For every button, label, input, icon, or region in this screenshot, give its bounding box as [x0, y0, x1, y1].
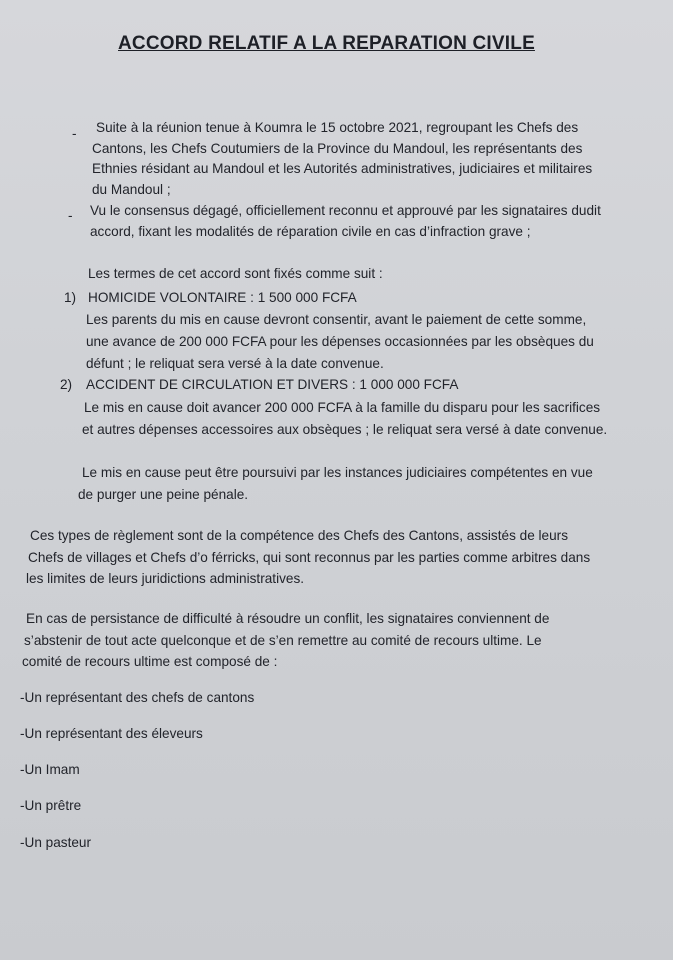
text-line: Les parents du mis en cause devront consentir, avant le paiement de cette somme,: [86, 312, 587, 327]
bullet-dash: -: [68, 208, 73, 223]
text-line: Ethnies résidant au Mandoul et les Autorités administratives, judiciaires et militaires: [92, 161, 593, 176]
text-line: accord, fixant les modalités de réparation civile en cas d’infraction grave ;: [90, 224, 531, 239]
text-line: les limites de leurs juridictions administratives.: [26, 571, 305, 586]
text-line: Le mis en cause doit avancer 200 000 FCFA à la famille du disparu pour les sacrifices: [84, 400, 601, 415]
committee-item: -Un représentant des chefs de cantons: [20, 690, 255, 705]
text-line: de purger une peine pénale.: [78, 487, 249, 502]
text-line: Le mis en cause peut être poursuivi par les instances judiciaires compétentes en vue: [82, 465, 593, 480]
text-line: Cantons, les Chefs Coutumiers de la Province du Mandoul, les représentants des: [92, 141, 583, 156]
text-line: et autres dépenses accessoires aux obsèques ; le reliquat sera versé à date convenue.: [82, 422, 608, 437]
text-line: En cas de persistance de difficulté à résoudre un conflit, les signataires conviennent de: [26, 611, 550, 626]
document-title: ACCORD RELATIF A LA REPARATION CIVILE: [118, 33, 535, 54]
item-number: 1): [64, 290, 77, 305]
terms-intro: Les termes de cet accord sont fixés comme suit :: [88, 266, 383, 281]
text-line: Suite à la réunion tenue à Koumra le 15 octobre 2021, regroupant les Chefs des: [96, 120, 579, 135]
text-line: comité de recours ultime est composé de :: [22, 654, 278, 669]
text-line: Chefs de villages et Chefs d’o férricks, qui sont reconnus par les parties comme arbitres dans: [28, 550, 591, 565]
text-line: s’abstenir de tout acte quelconque et de s’en remettre au comité de recours ultime. Le: [24, 633, 542, 648]
text-line: défunt ; le reliquat sera versé à la date convenue.: [86, 356, 384, 371]
bullet-dash: -: [72, 126, 77, 141]
committee-item: -Un pasteur: [20, 835, 92, 850]
item-heading: ACCIDENT DE CIRCULATION ET DIVERS : 1 000 000 FCFA: [86, 377, 459, 392]
text-line: Ces types de règlement sont de la compétence des Chefs des Cantons, assistés de leurs: [30, 528, 569, 543]
committee-item: -Un Imam: [20, 762, 80, 777]
item-number: 2): [60, 377, 73, 392]
text-line: Vu le consensus dégagé, officiellement reconnu et approuvé par les signataires dudit: [90, 203, 601, 218]
text-line: une avance de 200 000 FCFA pour les dépenses occasionnées par les obsèques du: [86, 334, 594, 349]
committee-item: -Un prêtre: [20, 798, 82, 813]
item-heading: HOMICIDE VOLONTAIRE : 1 500 000 FCFA: [88, 290, 357, 305]
committee-item: -Un représentant des éleveurs: [20, 726, 203, 741]
text-line: du Mandoul ;: [92, 182, 171, 197]
